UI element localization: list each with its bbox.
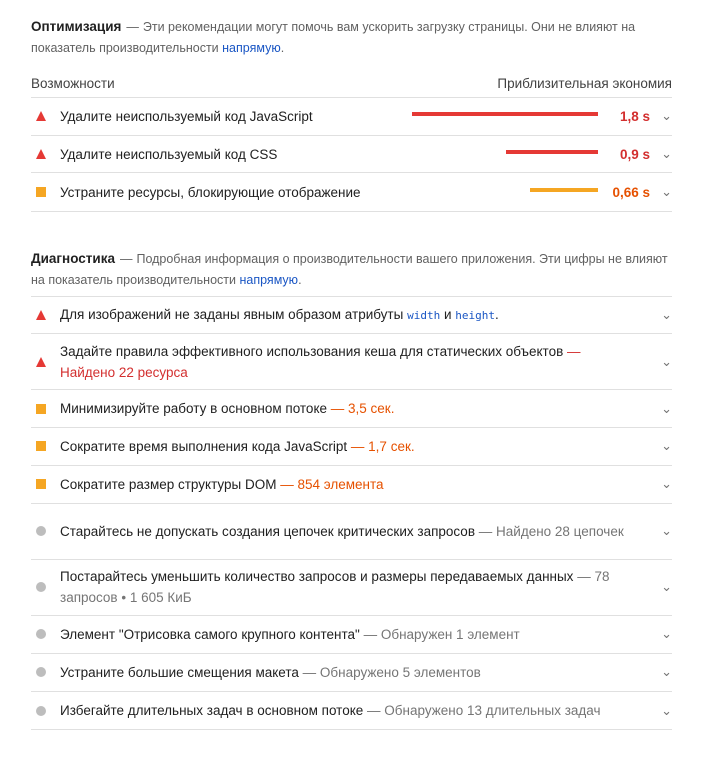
opportunities-header	[31, 70, 672, 98]
optimization-description: Эти рекомендации могут помочь вам ускорить загрузку страницы. Они не влияют на показатель производительности	[31, 20, 636, 55]
diagnostic-text	[60, 566, 650, 608]
diagnostic-title: Избегайте длительных задач в основном потоке	[60, 703, 364, 718]
optimization-link[interactable]: напрямую	[222, 41, 281, 55]
diagnostics-description: Подробная информация о производительности вашего приложения. Эти цифры не влияют на показатель производительности	[31, 252, 668, 287]
diagnostics-link[interactable]: напрямую	[239, 273, 299, 287]
diagnostic-text	[60, 700, 650, 721]
chevron-down-icon[interactable]: ⌄	[661, 476, 672, 491]
chevron-down-icon[interactable]: ⌄	[661, 523, 672, 538]
diagnostic-text	[60, 624, 650, 645]
diagnostic-row[interactable]	[31, 616, 672, 654]
icon-shape	[36, 667, 46, 677]
diagnostic-row[interactable]	[31, 390, 672, 428]
savings-bar	[398, 112, 598, 120]
diagnostic-text	[60, 521, 650, 542]
diagnostic-detail: — 1,7 сек.	[350, 438, 415, 454]
average-square-icon	[34, 185, 48, 199]
diagnostic-title: Устраните большие смещения макета	[60, 664, 299, 680]
savings-bar	[398, 150, 598, 158]
savings-bar-fill	[506, 150, 598, 154]
diagnostic-title: Элемент "Отрисовка самого крупного контента"	[60, 626, 360, 642]
chevron-down-icon[interactable]: ⌄	[661, 438, 672, 454]
opportunity-title: Устраните ресурсы, блокирующие отображение	[60, 184, 361, 200]
diagnostic-title: Сократите размер структуры DOM	[60, 476, 277, 492]
chevron-down-icon[interactable]: ⌄	[661, 307, 672, 322]
average-square-icon	[34, 402, 48, 416]
diagnostic-detail: — Обнаружен 1 элемент	[363, 626, 520, 642]
opportunities-list	[31, 98, 672, 212]
chevron-down-icon[interactable]: ⌄	[661, 664, 672, 680]
optimization-dash: —	[126, 20, 139, 34]
icon-shape	[36, 526, 46, 536]
diagnostic-text	[60, 662, 650, 683]
info-circle-icon	[34, 665, 48, 679]
icon-shape	[36, 357, 46, 367]
diagnostic-row[interactable]	[31, 692, 672, 730]
optimization-title: Оптимизация	[31, 19, 122, 34]
opportunity-row[interactable]	[31, 173, 672, 211]
chevron-down-icon[interactable]: ⌄	[661, 353, 672, 369]
fail-triangle-icon	[34, 109, 48, 123]
diagnostic-title: Задайте правила эффективного использования кеша для статических объектов	[60, 343, 564, 359]
savings-bar	[398, 188, 598, 196]
fail-triangle-icon	[34, 308, 48, 322]
diagnostics-header	[31, 248, 672, 291]
icon-shape	[36, 310, 46, 320]
diagnostic-row[interactable]	[31, 428, 672, 466]
diagnostic-detail: — Найдено 22 ресурса	[60, 343, 581, 380]
chevron-down-icon[interactable]: ⌄	[661, 108, 672, 124]
diagnostic-title: Минимизируйте работу в основном потоке	[60, 401, 328, 416]
opportunity-title: Удалите неиспользуемый код JavaScript	[60, 108, 313, 124]
diagnostic-detail: — 3,5 сек.	[330, 401, 395, 416]
chevron-down-icon[interactable]: ⌄	[661, 579, 672, 594]
savings-bar-fill	[412, 112, 598, 116]
chevron-down-icon[interactable]: ⌄	[661, 146, 672, 162]
icon-shape	[36, 187, 46, 197]
savings-value: 0,9 s	[619, 146, 650, 162]
diagnostic-text	[60, 304, 650, 326]
icon-shape	[36, 149, 46, 159]
fail-triangle-icon	[34, 355, 48, 369]
diagnostics-dash: —	[119, 252, 133, 266]
diagnostic-title: Постарайтесь уменьшить количество запросов и размеры передаваемых данных	[60, 569, 574, 584]
diagnostic-detail: — Обнаружено 5 элементов	[302, 664, 481, 680]
diagnostic-title: Для изображений не заданы явным образом атрибуты	[60, 307, 408, 322]
diagnostic-row[interactable]	[31, 334, 672, 390]
diagnostic-title: Старайтесь не допускать создания цепочек критических запросов	[60, 523, 475, 539]
fail-triangle-icon	[34, 147, 48, 161]
diagnostics-period: .	[298, 273, 302, 287]
info-circle-icon	[34, 524, 48, 538]
opportunities-column-label: Возможности	[31, 76, 115, 91]
icon-shape	[36, 441, 46, 451]
optimization-header	[31, 16, 672, 59]
info-circle-icon	[34, 704, 48, 718]
icon-shape	[36, 404, 46, 414]
icon-shape	[36, 582, 46, 592]
opportunity-row[interactable]	[31, 98, 672, 136]
diagnostic-row[interactable]	[31, 560, 672, 616]
code-width: width	[407, 309, 441, 322]
chevron-down-icon[interactable]: ⌄	[661, 626, 672, 641]
average-square-icon	[34, 477, 48, 491]
diagnostic-text	[60, 341, 650, 383]
diagnostic-text	[60, 474, 650, 495]
savings-value: 0,66 s	[612, 184, 650, 200]
savings-column-label: Приблизительная экономия	[497, 76, 672, 91]
diagnostics-title: Диагностика	[31, 251, 115, 266]
icon-shape	[36, 629, 46, 639]
savings-value: 1,8 s	[619, 108, 650, 124]
info-circle-icon	[34, 627, 48, 641]
savings-bar-fill	[530, 188, 598, 192]
diagnostic-row[interactable]	[31, 504, 672, 560]
chevron-down-icon[interactable]: ⌄	[661, 400, 672, 416]
diagnostic-detail: — 854 элемента	[280, 476, 384, 492]
opportunity-title: Удалите неиспользуемый код CSS	[60, 146, 278, 162]
diagnostic-detail: — Найдено 28 цепочек	[478, 523, 624, 539]
diagnostic-title: Сократите время выполнения кода JavaScript	[60, 438, 348, 454]
diagnostic-end: .	[495, 307, 499, 322]
diagnostic-row[interactable]	[31, 297, 672, 334]
info-circle-icon	[34, 580, 48, 594]
diagnostic-detail: — 78 запросов • 1 605 КиБ	[60, 569, 610, 605]
optimization-period: .	[280, 41, 285, 55]
code-height: height	[455, 309, 495, 322]
icon-shape	[36, 479, 46, 489]
diagnostic-text	[60, 436, 650, 457]
icon-shape	[36, 111, 46, 121]
chevron-down-icon[interactable]: ⌄	[661, 702, 672, 718]
diagnostic-text	[60, 398, 650, 419]
opportunity-row[interactable]	[31, 136, 672, 174]
chevron-down-icon[interactable]: ⌄	[661, 184, 672, 200]
diagnostic-row[interactable]	[31, 654, 672, 693]
diagnostic-row[interactable]	[31, 466, 672, 504]
average-square-icon	[34, 439, 48, 453]
icon-shape	[36, 706, 46, 716]
diagnostics-list	[31, 296, 672, 730]
diagnostic-detail: — Обнаружено 13 длительных задач	[367, 703, 601, 718]
diagnostic-mid: и	[440, 307, 456, 322]
